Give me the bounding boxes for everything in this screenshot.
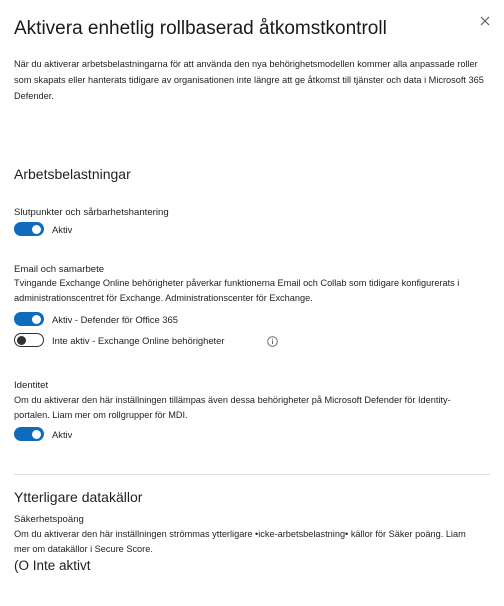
- defender-office-toggle-label: Aktiv - Defender för Office 365: [52, 313, 178, 325]
- secure-score-description: Om du aktiverar den här inställningen strömmas ytterligare •icke-arbetsbelastning• källor för Säker poäng. Liam mer om datakällor i Secure Score.: [14, 529, 466, 554]
- close-button[interactable]: [478, 14, 492, 28]
- identity-label: Identitet: [14, 380, 49, 391]
- workloads-heading: Arbetsbelastningar: [14, 166, 131, 182]
- exchange-online-toggle-label: Inte aktiv - Exchange Online behörigheter: [52, 334, 225, 346]
- close-icon: [478, 14, 492, 28]
- dialog-title: Aktivera enhetlig rollbaserad åtkomstkontroll: [14, 18, 387, 39]
- intro-text: När du aktiverar arbetsbelastningarna för att använda den nya behörighetsmodellen kommer alla anpassade roller som skapats eller hanterats tidigare av organisationen inte längre att ge åtkomst till tjänster och data i Microsoft 365 Defender.: [14, 59, 484, 101]
- identity-toggle[interactable]: [14, 427, 44, 441]
- secure-score-status[interactable]: (O Inte aktivt: [14, 558, 91, 573]
- section-divider: [14, 474, 490, 475]
- exchange-online-toggle[interactable]: [14, 333, 44, 347]
- identity-description: Om du aktiverar den här inställningen tillämpas även dessa behörigheter på Microsoft Defender för Identity-portalen. Liam mer om rollgrupper för MDI.: [14, 395, 451, 420]
- additional-sources-heading: Ytterligare datakällor: [14, 489, 143, 505]
- endpoints-label: Slutpunkter och sårbarhetshantering: [14, 207, 169, 218]
- endpoints-toggle[interactable]: [14, 222, 44, 236]
- identity-toggle-label: Aktiv: [52, 428, 73, 440]
- endpoints-toggle-label: Aktiv: [52, 223, 73, 235]
- endpoints-toggle-row: [14, 220, 72, 238]
- defender-office-toggle-row: [14, 310, 178, 328]
- email-label: Email och samarbete: [14, 264, 105, 275]
- defender-office-toggle[interactable]: [14, 312, 44, 326]
- email-description: Tvingande Exchange Online behörigheter påverkar funktionerna Email och Collab som tidigare konfigurerats i administrationscentret för Exchange. Administrationscenter för Exchange.: [14, 278, 460, 303]
- info-icon-glyph: [267, 336, 278, 347]
- identity-toggle-row: [14, 425, 72, 443]
- info-icon[interactable]: [267, 334, 278, 345]
- secure-score-label: Säkerhetspoäng: [14, 514, 84, 525]
- exchange-online-toggle-row: [14, 331, 225, 349]
